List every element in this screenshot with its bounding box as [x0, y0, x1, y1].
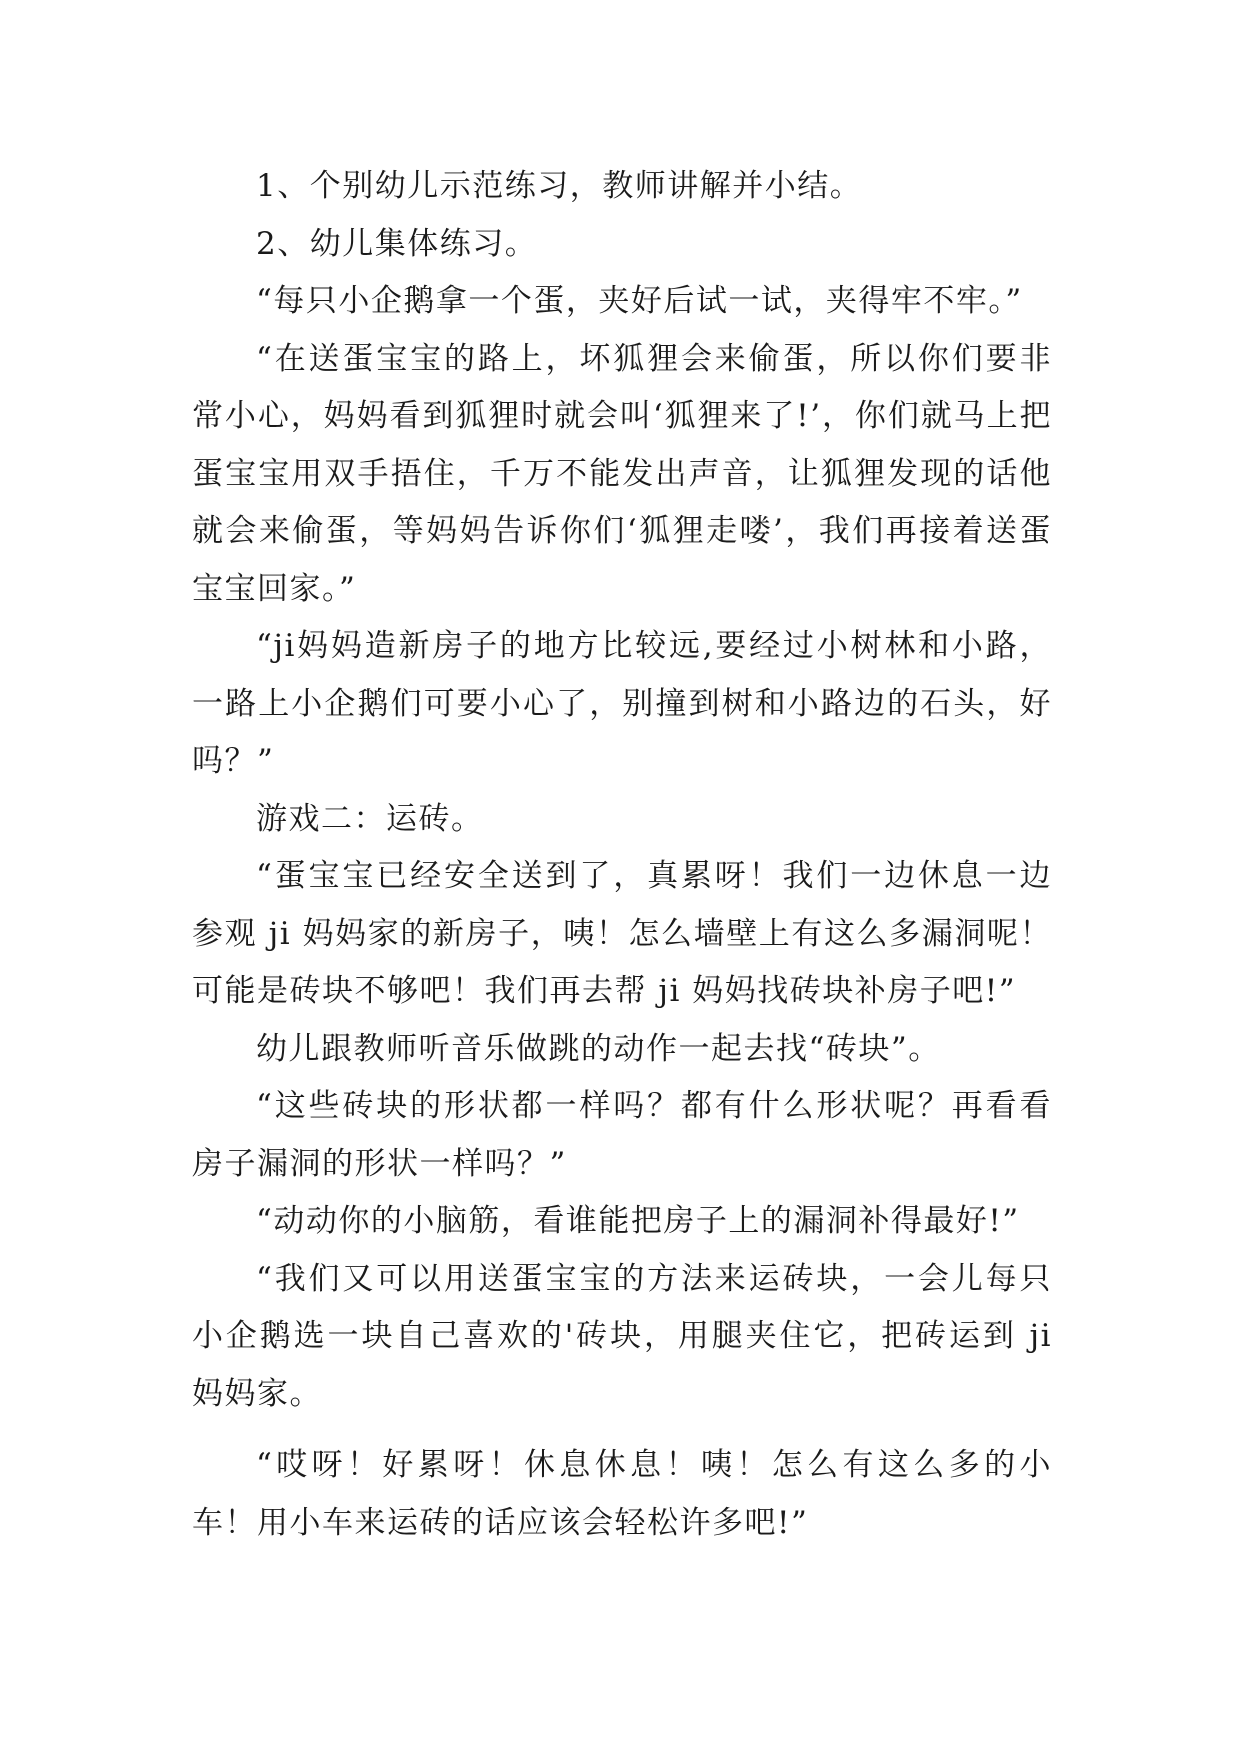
paragraph: 1、个别幼儿示范练习，教师讲解并小结。	[256, 168, 863, 204]
paragraph: “这些砖块的形状都一样吗？都有什么形状呢？再看看房子漏洞的形状一样吗？”	[192, 1088, 1052, 1182]
paragraph: “哎呀！好累呀！休息休息！咦！怎么有这么多的小车！用小车来运砖的话应该会轻松许多吧!”	[192, 1447, 1052, 1541]
section-heading: 游戏二：运砖。	[256, 800, 484, 837]
paragraph: “在送蛋宝宝的路上，坏狐狸会来偷蛋，所以你们要非常小心，妈妈看到狐狸时就会叫‘狐狸来了!’，你们就马上把蛋宝宝用双手捂住，千万不能发出声音，让狐狸发现的话他就会来偷蛋，等妈妈告诉你们‘狐狸走喽’，我们再接着送蛋宝宝回家。”	[192, 340, 1052, 607]
paragraph: “动动你的小脑筋，看谁能把房子上的漏洞补得最好!”	[256, 1203, 1020, 1239]
paragraph: “蛋宝宝已经安全送到了，真累呀！我们一边休息一边参观 ji 妈妈家的新房子，咦！怎么墙壁上有这么多漏洞呢！可能是砖块不够吧！我们再去帮 ji 妈妈找砖块补房子吧!”	[192, 858, 1052, 1009]
paragraph: 幼儿跟教师听音乐做跳的动作一起去找“砖块”。	[256, 1030, 941, 1067]
document-body	[192, 158, 1052, 1552]
paragraph: “每只小企鹅拿一个蛋，夹好后试一试，夹得牢不牢。”	[256, 283, 1023, 319]
paragraph: “ji妈妈造新房子的地方比较远,要经过小树林和小路，一路上小企鹅们可要小心了，别撞到树和小路边的石头，好吗？”	[192, 628, 1052, 779]
paragraph: “我们又可以用送蛋宝宝的方法来运砖块，一会儿每只小企鹅选一块自己喜欢的'砖块，用腿夹住它，把砖运到 ji 妈妈家。	[192, 1260, 1052, 1412]
paragraph: 2、幼儿集体练习。	[256, 225, 538, 262]
